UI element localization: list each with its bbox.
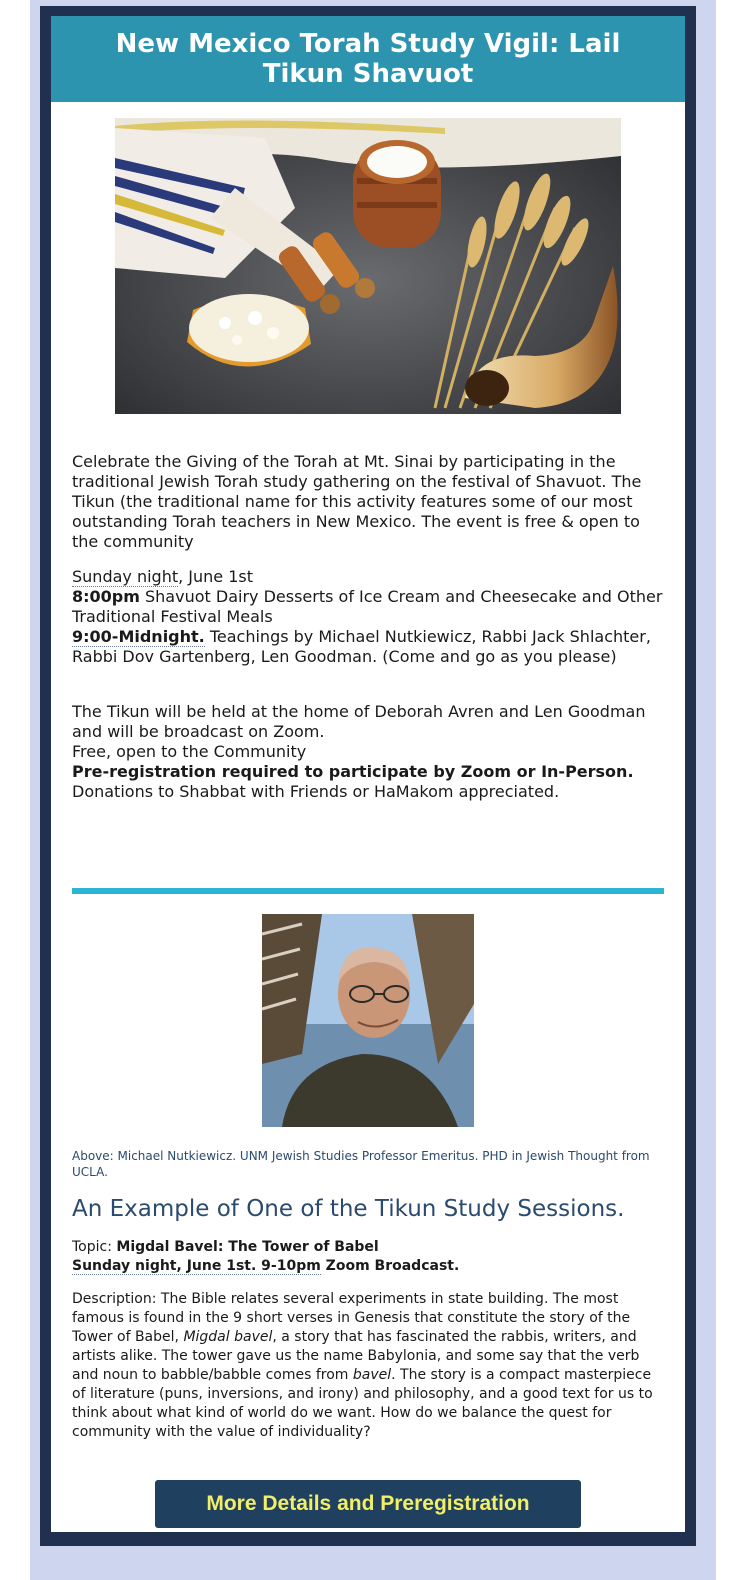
topic-value: Migdal Bavel: The Tower of Babel	[116, 1239, 379, 1255]
header-banner	[51, 16, 685, 102]
donations-note: Donations to Shabbat with Friends or HaMakom appreciated.	[72, 782, 560, 801]
intro-paragraph: Celebrate the Giving of the Torah at Mt. Sinai by participating in the traditional Jewish Torah study gathering on the festival of Shavuot. The Tikun (the traditional name for this activity features some of our most outstanding Torah teachers in New Mexico. The event is free & open to the community	[72, 452, 642, 551]
schedule-item-2: Teachings by Michael Nutkiewicz, Rabbi Jack Shlachter, Rabbi Dov Gartenberg, Len Goodman. (Come and go as you please)	[72, 627, 651, 666]
schedule-day: Sunday night	[72, 567, 179, 586]
schedule-time-1: 8:00pm	[72, 587, 140, 606]
shavuot-hero-image	[115, 118, 621, 414]
free-note: Free, open to the Community	[72, 742, 307, 761]
session-date: Sunday night, June 1st. 9-10pm	[72, 1258, 321, 1274]
session-format: Zoom Broadcast.	[320, 1258, 460, 1274]
description-text-3: . The story is a compact masterpiece of literature (puns, inversions, and irony) and philosophy, and a good text for us to think about what kind of world do we want. How do we balance the quest for community with the value of individuality?	[72, 1367, 653, 1440]
description-text-2: , a story that has fascinated the rabbis, writers, and artists alike. The tower gave us the name Babylonia, and some say that the verb and noun to babble/babble comes from	[72, 1329, 640, 1383]
schedule-item-1: Shavuot Dairy Desserts of Ice Cream and Cheesecake and Other Traditional Festival Meals	[72, 587, 663, 626]
newsletter-content	[51, 16, 685, 1532]
session-info	[72, 1238, 668, 1276]
intro-section	[72, 452, 668, 552]
location-text: The Tikun will be held at the home of Deborah Avren and Len Goodman and will be broadcast on Zoom.	[72, 702, 646, 741]
more-details-button[interactable]: More Details and Preregistration	[155, 1480, 581, 1528]
topic-label: Topic:	[72, 1239, 117, 1255]
schedule-date: , June 1st	[178, 567, 253, 586]
session-heading: An Example of One of the Tikun Study Sessions.	[72, 1196, 625, 1222]
description-italic-1: Migdal bavel	[183, 1329, 273, 1345]
section-divider	[72, 888, 664, 894]
photo-caption: Above: Michael Nutkiewicz. UNM Jewish Studies Professor Emeritus. PHD in Jewish Thought from UCLA.	[72, 1149, 650, 1179]
newsletter-card	[40, 6, 696, 1546]
registration-note: Pre-registration required to participate by Zoom or In-Person.	[72, 762, 634, 781]
speaker-portrait-image	[262, 914, 474, 1127]
location-section	[72, 702, 668, 802]
page-title: New Mexico Torah Study Vigil: Lail Tikun Shavuot	[115, 29, 621, 89]
description-italic-2: bavel	[352, 1367, 392, 1383]
schedule-time-2: 9:00-Midnight.	[72, 627, 205, 646]
description-text-1: Description: The Bible relates several experiments in state building. The most famous is found in the 9 short verses in Genesis that constitute the story of the Tower of Babel,	[72, 1291, 631, 1345]
session-description	[72, 1290, 668, 1442]
schedule-section	[72, 567, 668, 667]
